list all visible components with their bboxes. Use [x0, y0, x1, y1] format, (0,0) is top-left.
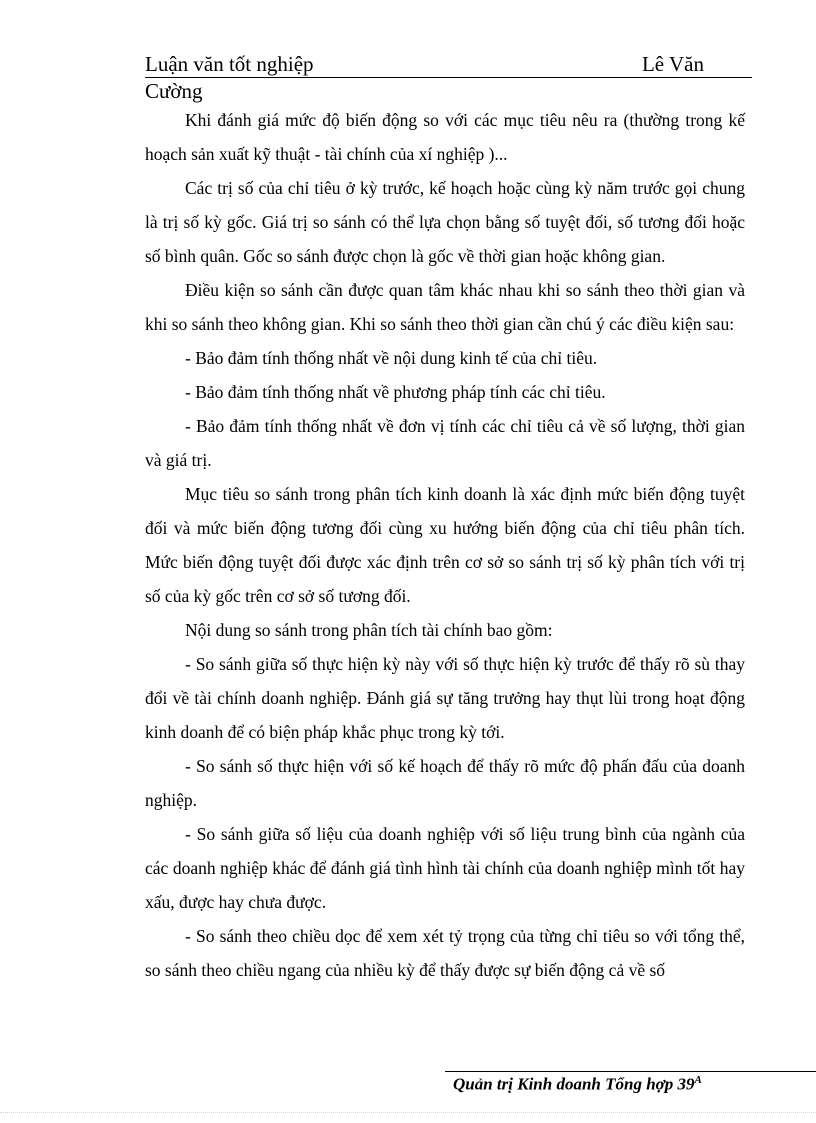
page-footer	[453, 1074, 702, 1095]
paragraph: Điều kiện so sánh cần được quan tâm khác nhau khi so sánh theo thời gian và khi so sánh theo không gian. Khi so sánh theo thời gian cần chú ý các điều kiện sau:	[145, 280, 745, 334]
header-divider	[145, 77, 752, 78]
header-author: Lê Văn	[641, 52, 704, 76]
header-author-continued: Cường	[145, 79, 203, 103]
paragraph: - So sánh theo chiều dọc để xem xét tỷ trọng của từng chỉ tiêu so với tổng thể, so sánh theo chiều ngang của nhiều kỳ để thấy được sự biến động cả về số	[145, 926, 745, 980]
page-header	[145, 52, 752, 78]
page-bottom-dotted-line	[0, 1112, 816, 1114]
footer-superscript: A	[694, 1074, 702, 1086]
paragraph: - Bảo đảm tính thống nhất về đơn vị tính các chỉ tiêu cả về số lượng, thời gian và giá trị.	[145, 416, 745, 470]
header-title: Luận văn tốt nghiệp	[145, 52, 314, 76]
paragraph: - So sánh số thực hiện với số kế hoạch để thấy rõ mức độ phấn đấu của doanh nghiệp.	[145, 756, 745, 810]
paragraph: - So sánh giữa số liệu của doanh nghiệp với số liệu trung bình của ngành của các doanh nghiệp khác để đánh giá tình hình tài chính của doanh nghiệp mình tốt hay xấu, được hay chưa được.	[145, 824, 745, 912]
paragraph: - Bảo đảm tính thống nhất về phương pháp tính các chỉ tiêu.	[185, 382, 606, 402]
paragraph: - So sánh giữa số thực hiện kỳ này với số thực hiện kỳ trước để thấy rõ sù thay đổi về tài chính doanh nghiệp. Đánh giá sự tăng trưởng hay thụt lùi trong hoạt động kinh doanh để có biện pháp khắc phục trong kỳ tới.	[145, 654, 745, 742]
paragraph: Khi đánh giá mức độ biến động so với các mục tiêu nêu ra (thường trong kế hoạch sản xuất kỹ thuật - tài chính của xí nghiệp )...	[145, 110, 745, 164]
footer-text: Quản trị Kinh doanh Tổng hợp 39	[453, 1074, 695, 1094]
footer-divider	[445, 1071, 816, 1072]
paragraph: - Bảo đảm tính thống nhất về nội dung kinh tế của chỉ tiêu.	[185, 348, 598, 368]
paragraph: Nội dung so sánh trong phân tích tài chính bao gồm:	[185, 620, 553, 640]
document-body	[145, 103, 745, 987]
paragraph: Mục tiêu so sánh trong phân tích kinh doanh là xác định mức biến động tuyệt đối và mức biến động tương đối cùng xu hướng biến động của chỉ tiêu phân tích. Mức biến động tuyệt đối được xác định trên cơ sở so sánh trị số kỳ phân tích với trị số của kỳ gốc trên cơ sở số tương đối.	[145, 484, 745, 606]
paragraph: Các trị số của chỉ tiêu ở kỳ trước, kế hoạch hoặc cùng kỳ năm trước gọi chung là trị số kỳ gốc. Giá trị so sánh có thể lựa chọn bằng số tuyệt đối, số tương đối hoặc số bình quân. Gốc so sánh được chọn là gốc về thời gian hoặc không gian.	[145, 178, 745, 266]
